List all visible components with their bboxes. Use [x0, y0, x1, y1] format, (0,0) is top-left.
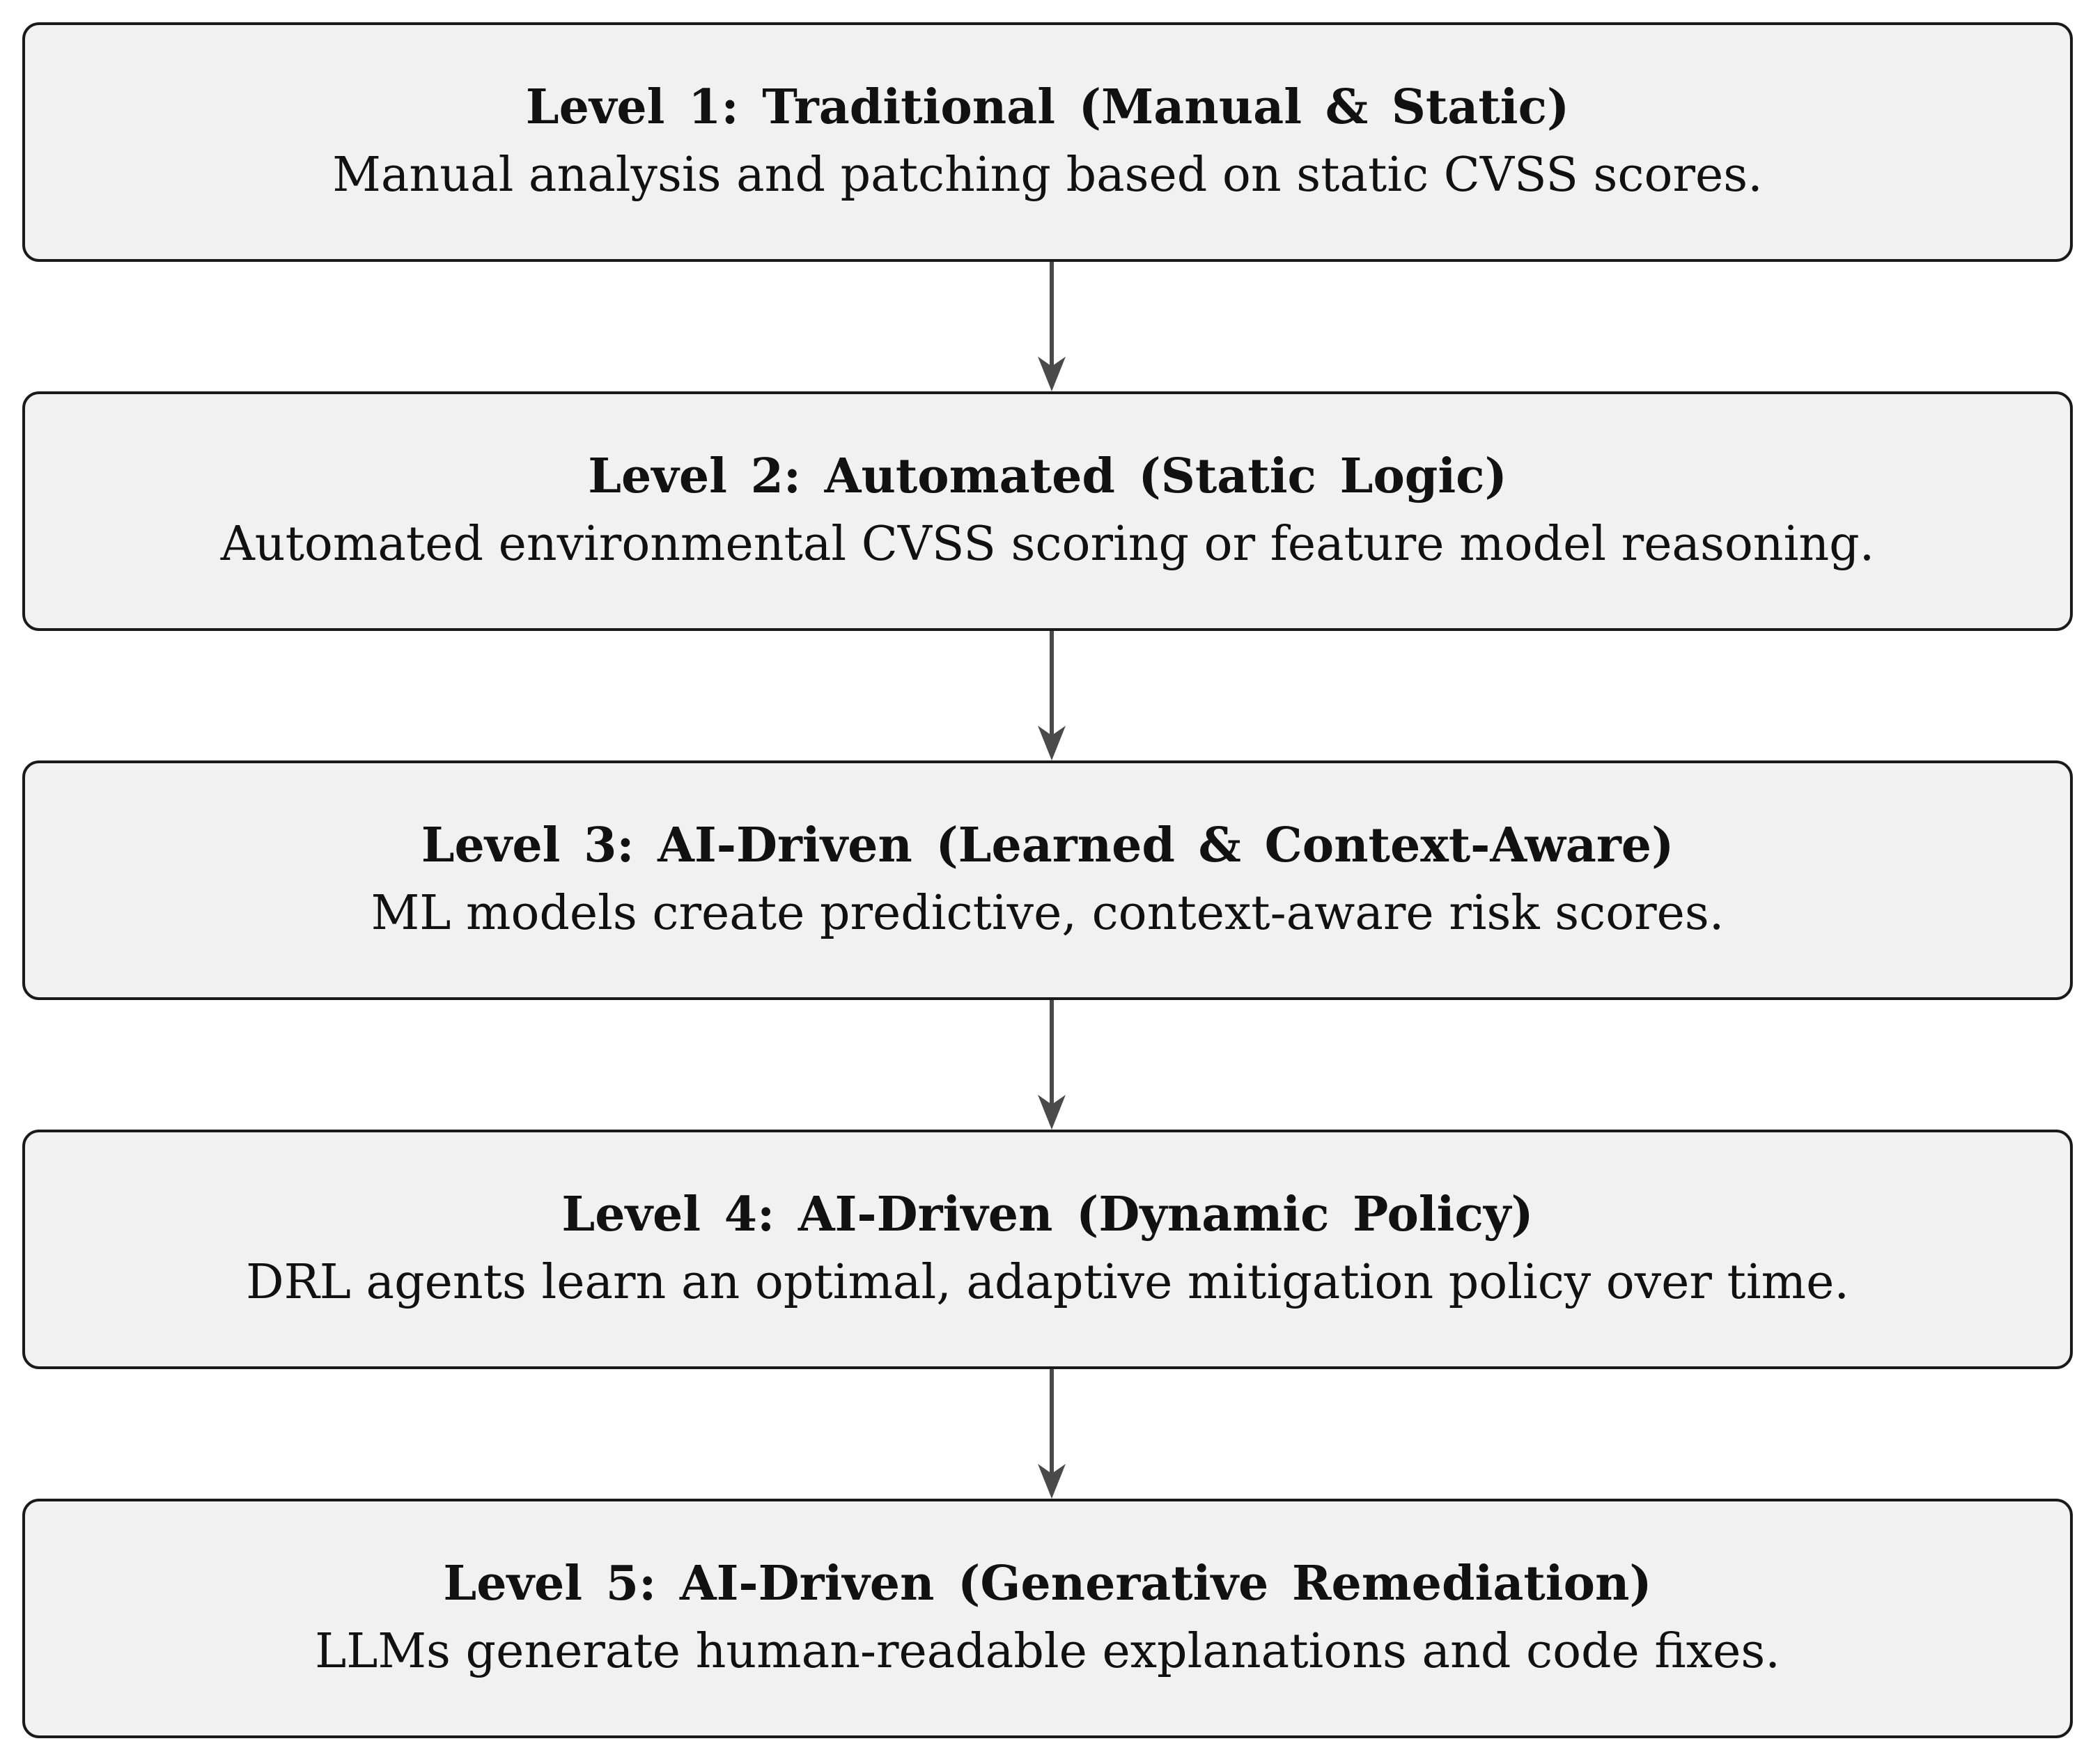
level-4-title: Level 4: AI-Driven (Dynamic Policy) [561, 1187, 1534, 1242]
level-4-description: DRL agents learn an optimal, adaptive mitigation policy over time. [246, 1255, 1849, 1310]
level-5-box [22, 1499, 2073, 1738]
level-3-description: ML models create predictive, context-aware risk scores. [371, 886, 1725, 941]
level-2-title: Level 2: Automated (Static Logic) [588, 448, 1507, 504]
level-3-box [22, 760, 2073, 1000]
level-5-description: LLMs generate human-readable explanations and code fixes. [315, 1624, 1780, 1679]
level-2-description: Automated environmental CVSS scoring or feature model reasoning. [220, 517, 1875, 572]
level-1-box [22, 22, 2073, 262]
level-3-title: Level 3: AI-Driven (Learned & Context-Aware) [421, 818, 1674, 873]
level-4-box [22, 1130, 2073, 1369]
level-2-box [22, 391, 2073, 631]
arrow-down-icon [1034, 631, 1070, 760]
level-1-description: Manual analysis and patching based on static CVSS scores. [332, 148, 1763, 203]
arrow-down-icon [1034, 1369, 1070, 1499]
arrow-down-icon [1034, 1000, 1070, 1130]
arrow-down-icon [1034, 262, 1070, 391]
level-1-title: Level 1: Traditional (Manual & Static) [525, 79, 1570, 135]
level-5-title: Level 5: AI-Driven (Generative Remediation) [443, 1556, 1652, 1611]
